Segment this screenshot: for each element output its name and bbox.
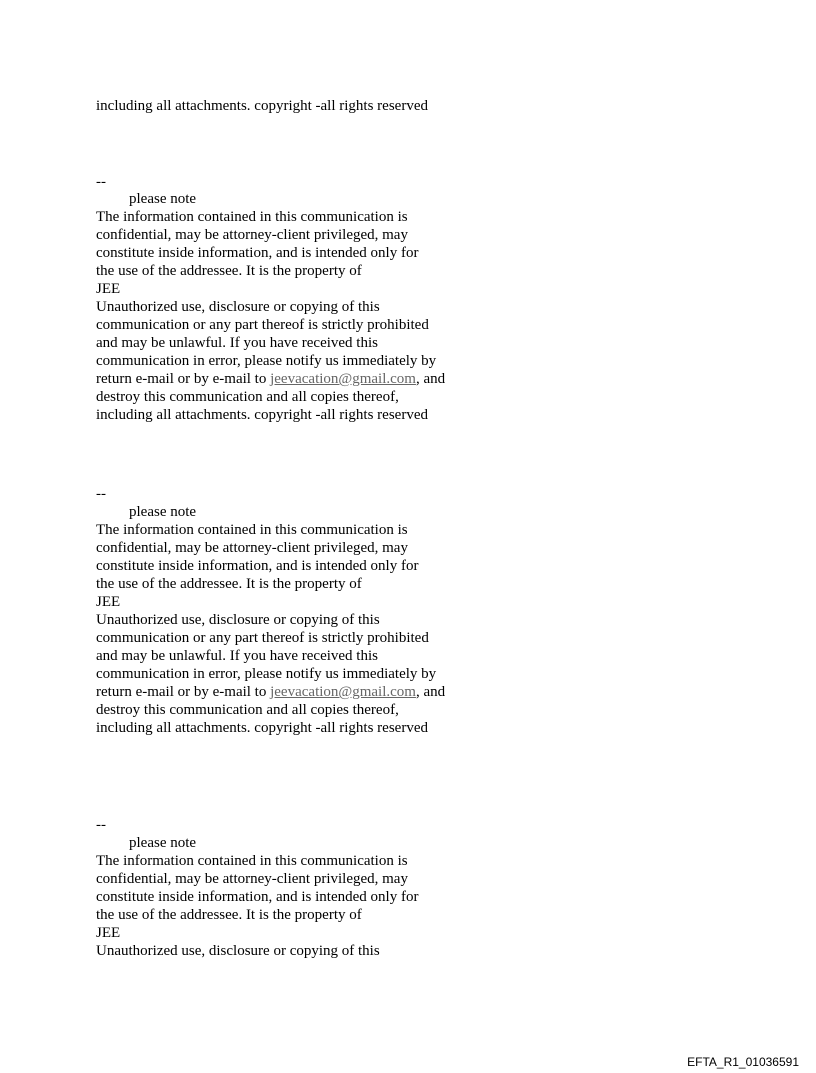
body-line: and may be unlawful. If you have received this — [96, 335, 378, 351]
email-link[interactable]: jeevacation@gmail.com — [270, 371, 416, 387]
body-line: including all attachments. copyright -all rights reserved — [96, 407, 428, 423]
body-line: constitute inside information, and is intended only for — [96, 889, 419, 905]
body-line: JEE — [96, 925, 121, 941]
block-heading: please note — [129, 191, 197, 207]
body-line: and may be unlawful. If you have received this — [96, 648, 378, 664]
document-id-stamp: EFTA_R1_01036591 — [687, 1055, 799, 1069]
body-line: the use of the addressee. It is the property of — [96, 576, 362, 592]
body-line: The information contained in this communication is — [96, 522, 408, 538]
body-line: Unauthorized use, disclosure or copying of this — [96, 943, 380, 959]
block-heading: please note — [129, 504, 197, 520]
body-line: Unauthorized use, disclosure or copying of this — [96, 612, 380, 628]
body-line: constitute inside information, and is intended only for — [96, 245, 419, 261]
top-fragment-text: including all attachments. copyright -all rights reserved — [96, 98, 428, 114]
email-prefix: return e-mail or by e-mail to — [96, 684, 271, 700]
body-line: The information contained in this communication is — [96, 853, 408, 869]
body-line: destroy this communication and all copies thereof, — [96, 702, 399, 718]
body-line: JEE — [96, 281, 121, 297]
email-prefix: return e-mail or by e-mail to — [96, 371, 271, 387]
separator: -- — [96, 817, 106, 833]
body-line: the use of the addressee. It is the property of — [96, 907, 362, 923]
email-suffix: , and — [415, 684, 446, 700]
body-line: including all attachments. copyright -all rights reserved — [96, 720, 428, 736]
separator: -- — [96, 486, 106, 502]
body-line: communication in error, please notify us immediately by — [96, 353, 437, 369]
email-line — [96, 683, 445, 701]
email-link[interactable]: jeevacation@gmail.com — [270, 684, 416, 700]
email-line — [96, 370, 445, 388]
body-line: JEE — [96, 594, 121, 610]
body-line: confidential, may be attorney-client privileged, may — [96, 227, 408, 243]
body-line: constitute inside information, and is intended only for — [96, 558, 419, 574]
block-heading: please note — [129, 835, 197, 851]
body-line: The information contained in this communication is — [96, 209, 408, 225]
body-line: destroy this communication and all copies thereof, — [96, 389, 399, 405]
body-line: communication or any part thereof is strictly prohibited — [96, 630, 429, 646]
body-line: confidential, may be attorney-client privileged, may — [96, 540, 408, 556]
body-line: confidential, may be attorney-client privileged, may — [96, 871, 408, 887]
body-line: communication or any part thereof is strictly prohibited — [96, 317, 429, 333]
body-line: Unauthorized use, disclosure or copying of this — [96, 299, 380, 315]
separator: -- — [96, 174, 106, 190]
body-line: the use of the addressee. It is the property of — [96, 263, 362, 279]
body-line: communication in error, please notify us immediately by — [96, 666, 437, 682]
email-suffix: , and — [415, 371, 446, 387]
